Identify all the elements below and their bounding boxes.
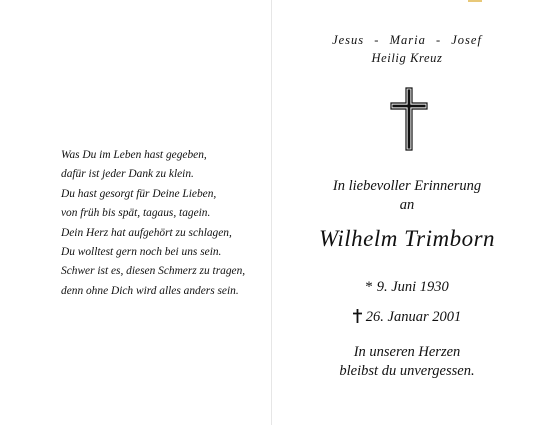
remembrance-line: In liebevoller Erinnerung <box>332 178 482 194</box>
birth-star-symbol: * <box>365 279 373 295</box>
death-date-row <box>285 302 529 334</box>
corner-mark <box>468 0 482 7</box>
cross-icon <box>353 304 362 334</box>
poem <box>61 146 266 301</box>
cross-icon <box>389 86 429 152</box>
birth-date: 9. Juni 1930 <box>376 279 449 295</box>
poem-line: Dein Herz hat aufgehört zu schlagen, <box>61 226 232 239</box>
closing-text <box>285 343 529 381</box>
poem-line: Schwer ist es, diesen Schmerz zu tragen, <box>61 265 246 278</box>
fold-line <box>271 0 272 425</box>
life-dates <box>285 272 529 334</box>
poem-line: Du wolltest gern noch bei uns sein. <box>61 246 222 259</box>
closing-line: bleibst du unvergessen. <box>339 363 475 379</box>
birth-date-row <box>285 272 529 302</box>
deceased-name: Wilhelm Trimborn <box>318 226 496 251</box>
remembrance-text <box>285 177 529 215</box>
poem-line: dafür ist jeder Dank zu klein. <box>61 168 194 181</box>
poem-line: von früh bis spät, tagaus, tagein. <box>61 207 211 220</box>
poem-line: Du hast gesorgt für Deine Lieben, <box>61 187 217 200</box>
death-date: 26. Januar 2001 <box>365 309 462 325</box>
header-holy-cross: Heilig Kreuz <box>371 51 443 65</box>
poem-line: Was Du im Leben hast gegeben, <box>61 149 207 161</box>
header-holy-family: Jesus - Maria - Josef <box>332 33 482 47</box>
poem-line: denn ohne Dich wird alles anders sein. <box>61 284 239 297</box>
closing-line: In unseren Herzen <box>353 344 461 360</box>
remembrance-line: an <box>399 197 415 213</box>
